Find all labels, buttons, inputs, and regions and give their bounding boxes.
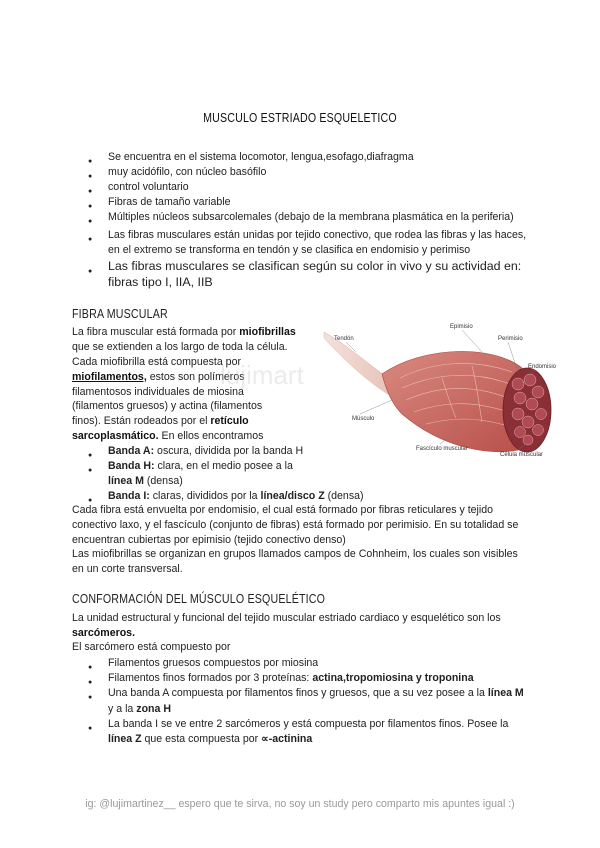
text: y a la <box>108 702 137 715</box>
fibra-paragraph-1 <box>72 325 314 355</box>
watermark: lujimart <box>220 360 304 390</box>
text: oscura, dividida por la banda H <box>154 445 304 457</box>
section-heading-conformacion: CONFORMACIÓN DEL MÚSCULO ESQUELÉTICO <box>72 591 326 606</box>
bold-term: sarcómeros. <box>72 626 136 639</box>
list-item <box>108 459 308 489</box>
list-item: ● Las fibras musculares están unidas por tejido conectivo, que rodea las fibras y las haces, en el extremo se transforma en tendón y se clasifica en endomisio y perimiso <box>108 228 528 258</box>
list-item <box>108 686 528 716</box>
bold-term: miofilamentos, <box>72 370 147 383</box>
bold-term: línea M <box>108 475 144 487</box>
bold-term: línea M <box>487 687 524 700</box>
list-item: ● control voluntario <box>108 180 528 195</box>
intro-bullet-list <box>108 150 528 290</box>
bold-term: línea/disco Z <box>260 490 325 502</box>
list-item <box>108 717 528 747</box>
bold-term: retículo sarcoplasmático. <box>72 415 249 442</box>
bold-term: miofibrillas <box>239 326 296 338</box>
list-item <box>108 671 528 686</box>
conformacion-paragraph-1 <box>72 611 532 641</box>
text: La banda I se ve entre 2 sarcómeros y está compuesta por filamentos finos. Posee la <box>108 717 509 730</box>
band-name: Banda I: <box>108 490 150 502</box>
sarcomero-list <box>108 656 528 747</box>
label-fasciculo: Fascículo muscular <box>416 446 468 452</box>
list-item: ● Fibras de tamaño variable <box>108 195 528 210</box>
label-epimisio: Epimisio <box>450 324 473 330</box>
bold-term: línea Z <box>108 733 142 746</box>
text: claras, divididos por la <box>149 490 261 502</box>
list-item: ● Filamentos gruesos compuestos por miosina <box>108 656 528 671</box>
label-tendon: Tendón <box>334 336 354 342</box>
footer-note: ig: @lujimartinez__ espero que te sirva, no soy un study pero comparto mis apuntes igual :) <box>85 798 515 810</box>
fibra-paragraph-4: Las miofibrillas se organizan en grupos llamados campos de Cohnheim, los cuales son visibles en un corte transversal. <box>72 548 518 575</box>
conformacion-paragraph-2: El sarcómero está compuesto por <box>72 641 231 653</box>
fibra-paragraph-3: Cada fibra está envuelta por endomisio, el cual está formado por fibras reticulares y tejido conectivo laxo, y el fascículo (conjunto de fibras) está formado por perimisio. En su totalidad se encuentran cubiertas por epimisio (tejido conectivo denso) <box>72 504 519 546</box>
label-perimisio: Perimisio <box>498 336 523 342</box>
label-celula: Célula muscular <box>500 452 544 458</box>
text: que esta compuesta por <box>141 733 262 746</box>
list-item: ● Se encuentra en el sistema locomotor, lengua,esofago,diafragma <box>108 150 528 165</box>
list-item <box>108 489 438 504</box>
label-musculo: Músculo <box>352 416 375 422</box>
text: En ellos encontramos <box>158 429 264 442</box>
text: estos son polímeros filamentosos individuales de miosina (filamentos gruesos) y actina (filamentos finos). Están rodeados por el <box>72 370 263 428</box>
list-item: ● Múltiples núcleos subsarcolemales (debajo de la membrana plasmática en la periferia) <box>108 210 528 225</box>
text: La unidad estructural y funcional del tejido muscular estriado cardiaco y esquelético son los <box>72 612 501 624</box>
text: Filamentos finos formados por 3 proteínas: <box>108 672 313 685</box>
page-title: MUSCULO ESTRIADO ESQUELETICO <box>203 111 397 125</box>
text: clara, en el medio posee a la <box>154 460 293 472</box>
band-name: Banda A: <box>108 445 155 457</box>
text: Una banda A compuesta por filamentos finos y gruesos, que a su vez posee a la <box>108 687 488 700</box>
bold-term: ∝-actinina <box>261 733 313 746</box>
text: (densa) <box>324 490 364 502</box>
label-endomisio: Endomisio <box>528 364 556 370</box>
list-item: ● muy acidófilo, con núcleo basófilo <box>108 165 528 180</box>
section-heading-fibra: FIBRA MUSCULAR <box>72 306 168 321</box>
bold-term: zona H <box>136 702 171 715</box>
text: (densa) <box>143 475 183 487</box>
text: Cada miofibrilla está compuesta por <box>72 356 241 368</box>
band-name: Banda H: <box>108 460 155 472</box>
text: que se extienden a los largo de toda la célula. <box>72 340 288 353</box>
muscle-structure-illustration <box>322 318 556 468</box>
bold-term: actina,tropomiosina y troponina <box>312 672 474 685</box>
list-item: ● Las fibras musculares se clasifican según su color in vivo y su actividad en: fibras tipo I, IIA, IIB <box>108 259 528 290</box>
text: La fibra muscular está formada por <box>72 326 240 338</box>
